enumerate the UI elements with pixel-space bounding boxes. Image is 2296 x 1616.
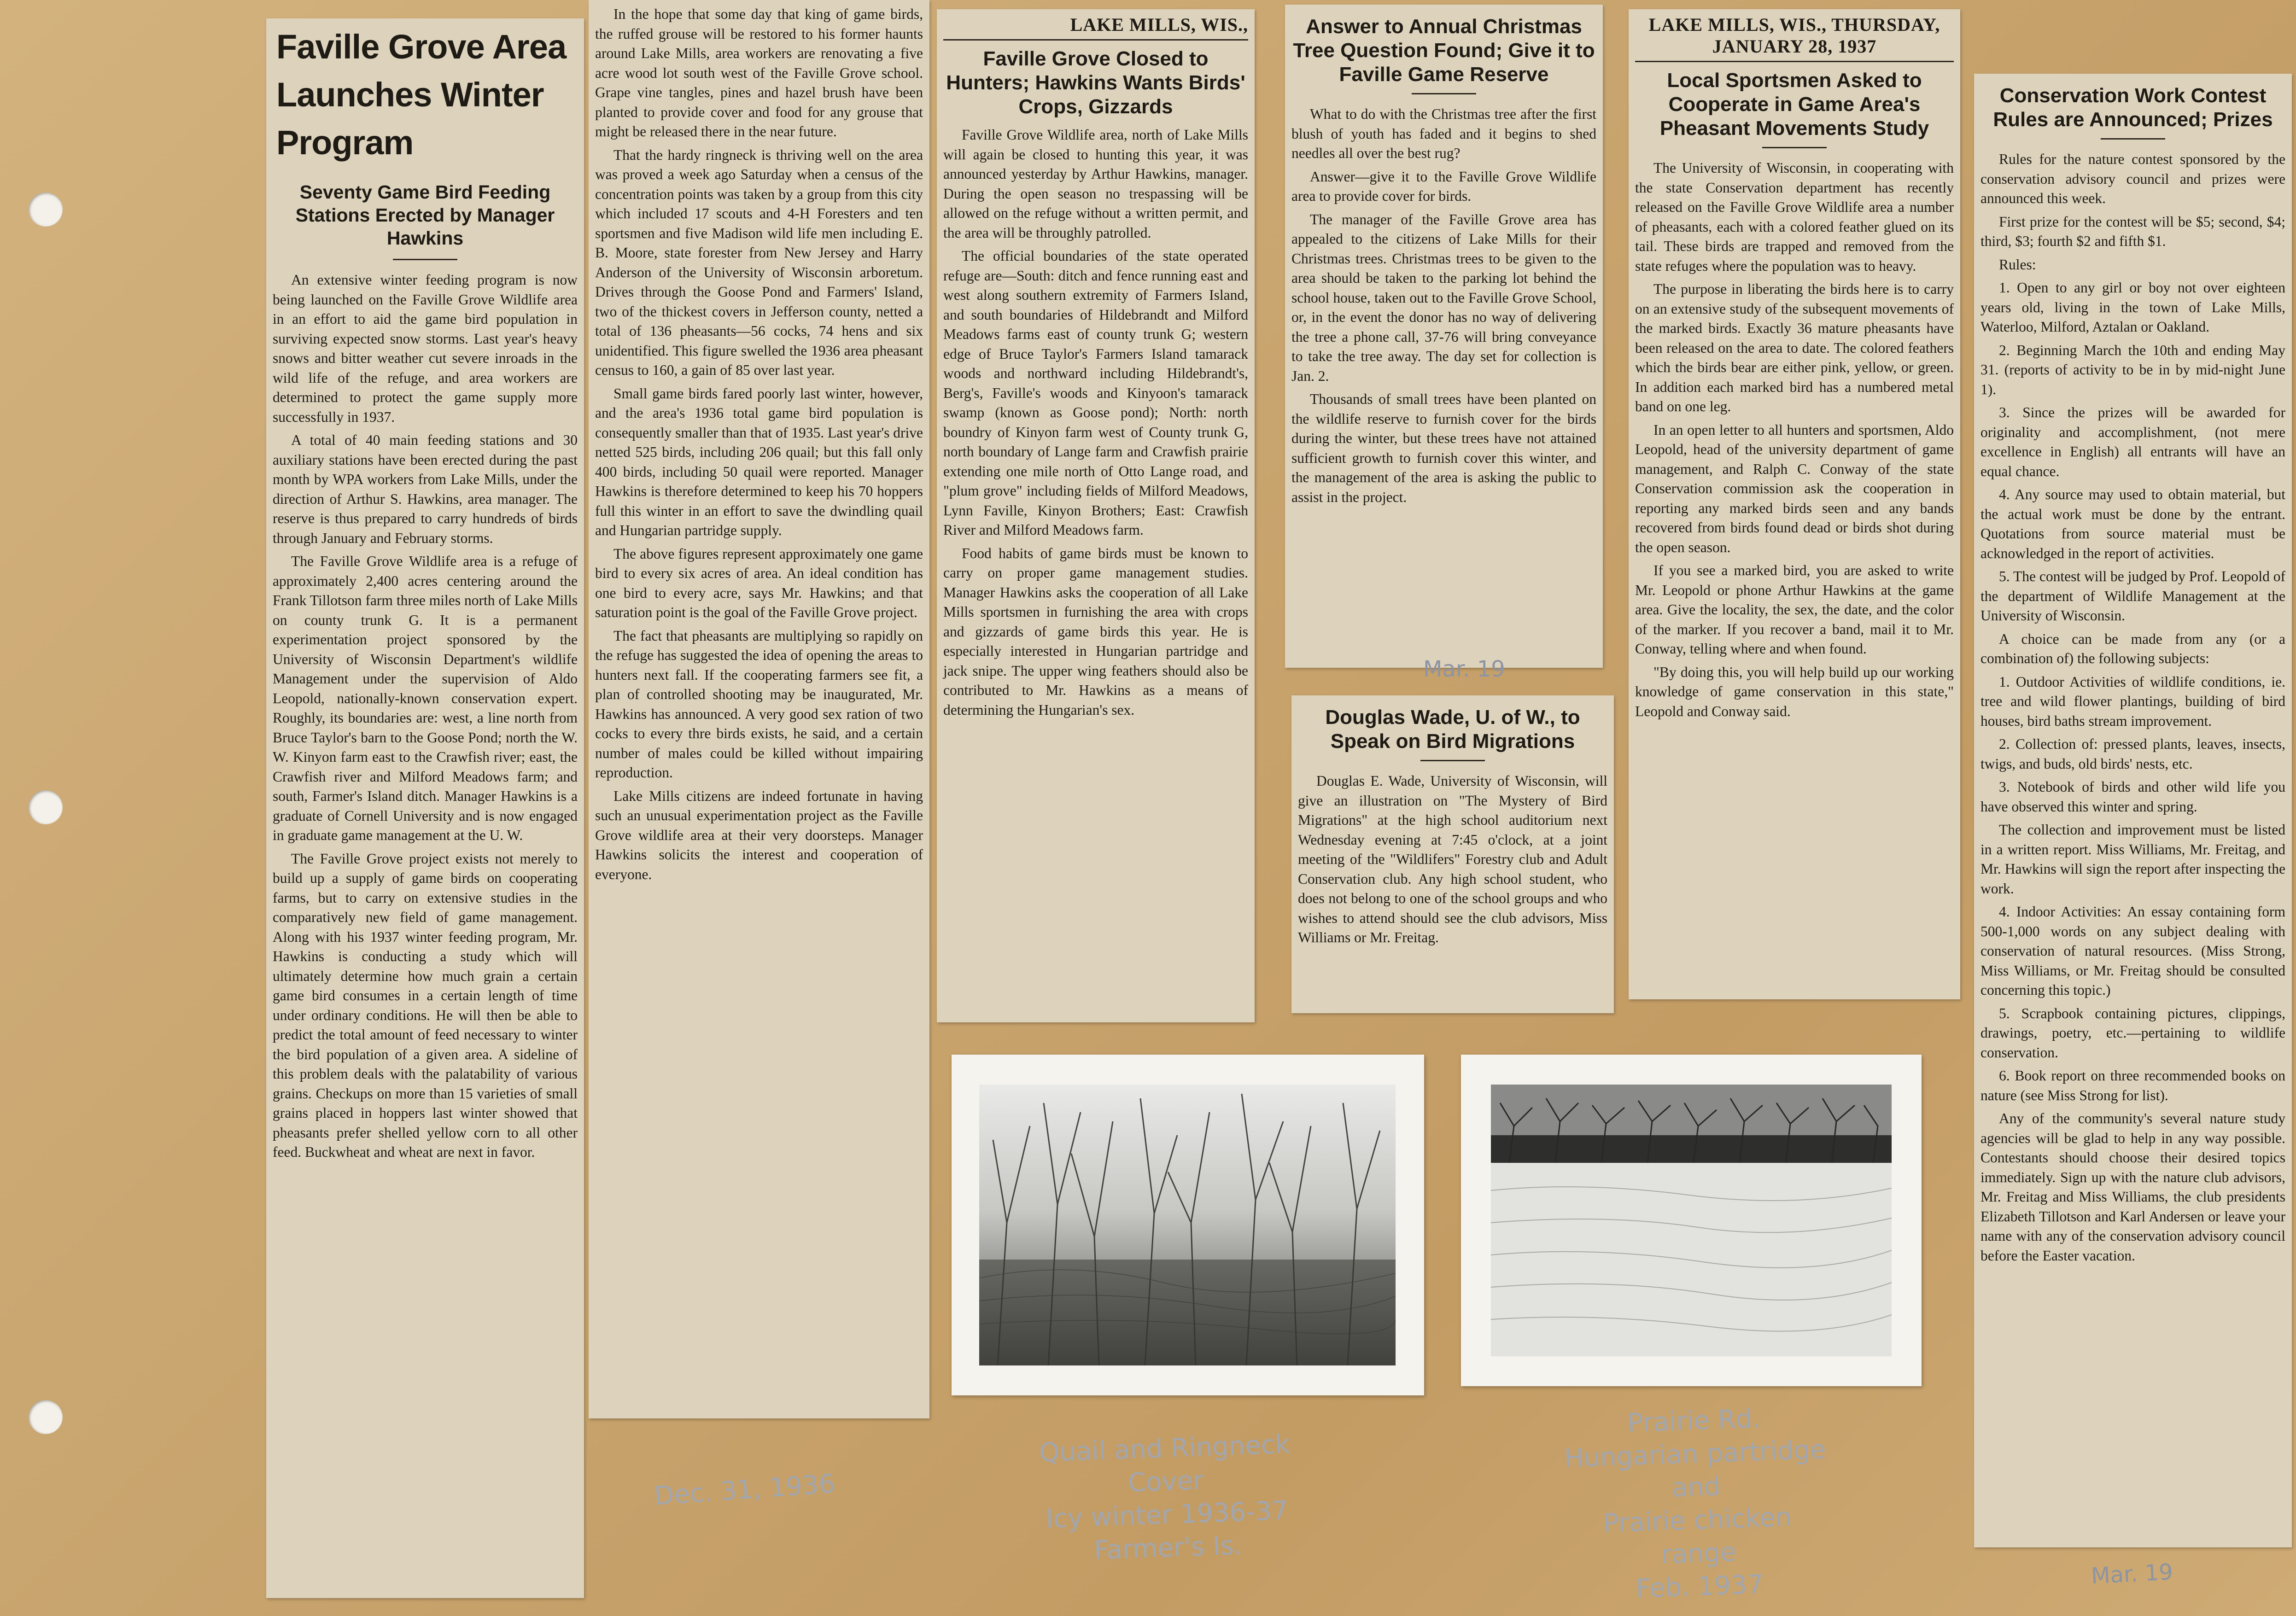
caption-line: and	[1671, 1471, 1721, 1503]
paragraph: "By doing this, you will help build up our working knowledge of game conservation in this state," Leopold and Conway said.	[1635, 664, 1954, 719]
paragraph: That the hardy ringneck is thriving well on the area was proved a week ago Saturday when a census of the concentration points was taken by a group from this city which included 17 scouts and 4-H Foresters and ten sportsmen and five Madison wild life men including E. B. Moore, state forester from New Jersey and Harry Anderson of the University of Wisconsin arboretum. Drives through the Goose Pond and Farmers' Island, two of the thickest covers in Jefferson county, netted a total of 136 pheasants—56 cocks, 74 hens and six unidentified. This figure swelled the 1936 area pheasant census to 160, a gain of 85 over last year.	[595, 146, 923, 378]
divider	[1762, 147, 1827, 148]
divider	[1420, 760, 1485, 761]
paragraph: The Faville Grove project exists not merely to build up a supply of game birds on cooperating farms, but to carry on extensive studies in the comparatively new field of game management. Along with his 1937 winter feeding program, Mr. Hawkins is conducting a study which will ultimately determine how much grain a certain game bird consumes in a certain length of time under ordinary conditions. He will then be able to predict the total amount of feed necessary to winter the bird population of a given area. A sideline of this problem deals with the palatability of various grains. Checkups on more than 15 varieties of small grains placed in hoppers last winter showed that pheasants prefer shelled yellow corn to all other feed. Buckwheat and wheat are next in favor.	[273, 850, 578, 1160]
photo-image	[1491, 1085, 1892, 1356]
photo1-caption	[1039, 1428, 1294, 1569]
caption-line: Feb. 1937	[1635, 1569, 1764, 1604]
caption-line: Cover	[1127, 1465, 1204, 1498]
photo2-caption	[1563, 1400, 1831, 1608]
paragraph: 3. Notebook of birds and other wild life you have observed this winter and spring.	[1981, 779, 2285, 815]
article-title: Douglas Wade, U. of W., to Speak on Bird Migrations	[1325, 706, 1580, 753]
photo-quail-cover	[952, 1055, 1424, 1395]
paragraph: Rules:	[1999, 256, 2036, 273]
paragraph: The University of Wisconsin, in cooperating with the state Conservation department has recently released on the Faville Grove Wildlife area a number of pheasants, each with a colored feather glued on its tail. These birds are trapped and removed from the state refuges where the population was to heavy.	[1635, 160, 1954, 274]
caption-line: Farmer's Is.	[1093, 1530, 1243, 1566]
paragraph: In an open letter to all hunters and sportsmen, Aldo Leopold, head of the university department of game management, and Ralph C. Conway of the state Conservation commission ask the cooperation in reporting any marked birds seen and any bands recovered from birds found dead or birds shot during the open season.	[1635, 421, 1954, 555]
handwritten-date: Dec. 31, 1936	[653, 1469, 836, 1511]
caption-line: Icy winter 1936-37	[1045, 1495, 1289, 1534]
clipping-closed-to-hunters	[937, 9, 1255, 1022]
clipping-bird-migrations	[1291, 695, 1614, 1013]
article-body	[1981, 150, 2285, 1266]
article-body	[1291, 105, 1596, 507]
divider	[1412, 93, 1476, 94]
paragraph: In the hope that some day that king of game birds, the ruffed grouse will be restored to his former haunts around Lake Mills, area workers are renovating a five acre wood lot south west of the Faville Grove school. Grape vine tangles, pines and hazel brush have been planted to provide cover and food for any grouse that might be released there in the near future.	[595, 6, 923, 140]
paragraph: 6. Book report on three recommended books on nature (see Miss Strong for list).	[1981, 1068, 2285, 1103]
article-title: Faville Grove Area Launches Winter Program	[276, 28, 567, 162]
article-body	[943, 125, 1248, 720]
binder-hole-bottom	[29, 1400, 63, 1434]
paragraph: 5. Scrapbook containing pictures, clippings, drawings, poetry, etc.—pertaining to wildlife conservation.	[1981, 1005, 2285, 1061]
clipping-christmas-tree	[1285, 5, 1603, 668]
caption-line: Hungarian partridge	[1564, 1435, 1827, 1474]
article-title: Local Sportsmen Asked to Cooperate in Game Area's Pheasant Movements Study	[1659, 69, 1929, 140]
article-body	[273, 270, 578, 1162]
paragraph: Faville Grove Wildlife area, north of Lake Mills will again be closed to hunting this year, it was announced yesterday by Arthur Hawkins, manager. During the open season no trespassing will be allowed on the refuge without a written permit, and the area will be throughly patrolled.	[943, 127, 1248, 241]
clipping-pheasant-study	[1629, 9, 1960, 999]
caption-line: range	[1660, 1537, 1737, 1570]
caption-line: Prairie Rd.	[1627, 1404, 1761, 1439]
date-stamp: Mar. 19	[1423, 656, 1505, 682]
paragraph: The manager of the Faville Grove area has appealed to the citizens of Lake Mills for their Christmas trees. Christmas trees to be given to the area should be taken to the parking lot behind the school house, taken out to the Faville Grove School, or, in the event the donor has no way of delivering the tree a phone call, 37-76 will bring conveyance to take the tree away. The day set for collection is Jan. 2.	[1291, 211, 1596, 384]
dateline: LAKE MILLS, WIS.,	[943, 14, 1248, 41]
paragraph: Answer—give it to the Faville Grove Wildlife area to provide cover for birds.	[1291, 168, 1596, 204]
photo-image	[979, 1085, 1396, 1365]
divider	[2101, 138, 2165, 140]
paragraph: Small game birds fared poorly last winter, however, and the area's 1936 total game bird population is consequently smaller than that of 1935. Last year's drive netted 525 birds, including 206 quail; but this fall only 400 birds, including 50 quail were reported. Manager Hawkins is therefore determined to keep his 70 hoppers full this winter in an effort to save the dwindling quail and Hungarian partridge supply.	[595, 385, 923, 538]
paragraph: 4. Indoor Activities: An essay containing form 500-1,000 words on any subject dealing with conservation of natural resources. (Miss Strong, Miss Williams, or Mr. Freitag should be consulted concerning this topic.)	[1981, 904, 2285, 998]
article-body-continued	[595, 5, 923, 884]
paragraph: 5. The contest will be judged by Prof. Leopold of the department of Wildlife Management at the University of Wisconsin.	[1981, 568, 2285, 624]
paragraph: The collection and improvement must be listed in a written report. Miss Williams, Mr. Freitag, and Mr. Hawkins will sign the report after inspecting the work.	[1981, 822, 2285, 897]
snowy-field-image	[1491, 1085, 1892, 1356]
article-subtitle: Seventy Game Bird Feeding Stations Erected by Manager Hawkins	[295, 181, 555, 249]
paragraph: 2. Collection of: pressed plants, leaves, insects, twigs, and buds, old birds' nests, etc.	[1981, 736, 2285, 772]
paragraph: Thousands of small trees have been planted on the wildlife reserve to furnish cover for the birds during the winter, but these trees have not attained sufficient growth to furnish cover this winter, and the management of the area is asking the public to assist in the project.	[1291, 391, 1596, 505]
paragraph: 1. Open to any girl or boy not over eighteen years old, living in the town of Lake Mills, Waterloo, Milford, Aztalan or Oakland.	[1981, 280, 2285, 335]
article-title: Conservation Work Contest Rules are Announced; Prizes	[1993, 84, 2273, 131]
caption-line: Prairie chicken	[1602, 1502, 1793, 1539]
paragraph: 3. Since the prizes will be awarded for originality and accomplishment, (not mere excellence in English) all entrants will have an equal chance.	[1981, 404, 2285, 479]
article-title: Faville Grove Closed to Hunters; Hawkins Wants Birds' Crops, Gizzards	[946, 47, 1245, 118]
article-body	[1635, 158, 1954, 721]
binder-hole-middle	[29, 790, 63, 824]
brush-thicket-image	[979, 1085, 1396, 1365]
paragraph: Lake Mills citizens are indeed fortunate in having such an unusual experimentation project as the Faville Grove wildlife area at their very doorsteps. Manager Hawkins solicits the interest and cooperation of everyone.	[595, 788, 923, 882]
paragraph: The Faville Grove Wildlife area is a refuge of approximately 2,400 acres centering around the Frank Tillotson farm three miles north of Lake Mills on county trunk G. It is a permanent experimentation project sponsored by the University of Wisconsin Department's wildlife Management under the supervision of Aldo Leopold, nationally-known conservation expert. Roughly, its boundaries are: west, a line north from Bruce Taylor's barn to the Goose Pond; north the W. W. Kinyon farm east to the Crawfish river; east, the Crawfish river and Milford Meadows farm; and south, Farmer's Island ditch. Manager Hawkins is a graduate of Cornell University and is now engaged in graduate game management at the U. W.	[273, 553, 578, 843]
paragraph: If you see a marked bird, you are asked to write Mr. Leopold or phone Arthur Hawkins at the game area. Give the locality, the sex, the date, and the color of the marker. If you recover a band, mail it to Mr. Conway, telling where and when found.	[1635, 562, 1954, 657]
binder-hole-top	[29, 193, 63, 227]
paragraph: The official boundaries of the state operated refuge are—South: ditch and fence running east and west along southern extremity of Farmers Island, and south boundaries of Hildebrandt and Milford Meadows farms east of county trunk G; western edge of Bruce Taylor's Farmers Island tamarack woods and northward including Hildebrandt's, Berg's, Faville's woods and Kinyoon's tamarack swamp (known as Goose pond); North: north boundry of Kinyon farm west of County trunk G, north boundary of Lange farm and Crawfish prairie extending one mile north of Otto Lange road, and "plum grove" including fields of Milford Meadows, Lynn Faville, Kinyon Brothers; East: Crawfish River and Milford Meadows farm.	[943, 248, 1248, 538]
paragraph: Rules for the nature contest sponsored by the conservation advisory council and prizes were announced this week.	[1981, 151, 2285, 206]
dateline: LAKE MILLS, WIS., THURSDAY, JANUARY 28, 1937	[1635, 14, 1954, 62]
paragraph: The purpose in liberating the birds here is to carry on an extensive study of the subsequent movements of the marked birds. Exactly 36 mature pheasants have been released on the area to date. The colored feathers which the birds bear are either pink, yellow, or green. In addition each marked bird has a numbered metal band on one leg.	[1635, 281, 1954, 414]
paragraph: 4. Any source may used to obtain material, but the actual work must be done by the entrant. Quotations from source material must be acknowledged in the report of activities.	[1981, 486, 2285, 561]
paragraph: A total of 40 main feeding stations and 30 auxiliary stations have been erected during the past month by WPA workers from Lake Mills, under the direction of Arthur S. Hawkins, area manager. The reserve is thus prepared to carry hundreds of birds through January and February storms.	[273, 432, 578, 546]
paragraph: First prize for the contest will be $5; second, $4; third, $3; fourth $2 and fifth $1.	[1981, 213, 2285, 249]
paragraph: The fact that pheasants are multiplying so rapidly on the refuge has suggested the idea of opening the areas to hunters next fall. If the cooperating farmers see fit, a plan of controlled shooting may be inaugurated, Mr. Hawkins has announced. A very good sex ration of two cocks to every thre birds exists, he said, and a certain number of males could be killed without impairing reproduction.	[595, 627, 923, 781]
paragraph: 1. Outdoor Activities of wildlife conditions, ie. tree and wild flower plantings, building of bird houses, bird baths stream improvement.	[1981, 673, 2285, 729]
clipping-winter-program-col2	[589, 0, 929, 1418]
paragraph: What to do with the Christmas tree after the first blush of youth has faded and it begins to shed needles all over the best rug?	[1291, 106, 1596, 161]
divider	[393, 259, 457, 260]
paragraph: A choice can be made from any (or a combination of) the following subjects:	[1981, 630, 2285, 666]
article-body	[1298, 771, 1607, 948]
paragraph: 2. Beginning March the 10th and ending May 31. (reports of activity to be in by mid-night June 1).	[1981, 342, 2285, 397]
photo-prairie-range	[1461, 1055, 1922, 1386]
paragraph: An extensive winter feeding program is now being launched on the Faville Grove Wildlife area in an effort to aid the game bird population in surviving expected snow storms. Last year's heavy snows and bitter weather cut severe inroads in the wild life of the refuge, and area workers are determined to protect the game supply more successfully in 1937.	[273, 272, 578, 425]
paragraph: Any of the community's several nature study agencies will be glad to help in any way possible. Contestants should choose their desired topics immediately. Sign up with the nature club advisors, Mr. Freitag and Miss Williams, the club presidents Elizabeth Tillotson and Karl Andersen or leave your name with any of the conservation advisory council before the Easter vacation.	[1981, 1110, 2285, 1264]
caption-line: Quail and Ringneck	[1039, 1429, 1291, 1468]
date-stamp: Mar. 19	[2090, 1559, 2174, 1589]
clipping-winter-program-col1	[266, 18, 584, 1598]
clipping-contest-rules	[1974, 74, 2292, 1547]
paragraph: Food habits of game birds must be known to carry on proper game management studies. Manager Hawkins asks the cooperation of all Lake Mills sportsmen in furnishing the area with crops and gizzards of game birds this year. He is especially interested in Hungarian partridge and jack snipe. The upper wing feathers should also be contributed to Mr. Hawkins as a means of determining the Hungarian's sex.	[943, 545, 1248, 718]
article-title: Answer to Annual Christmas Tree Question Found; Give it to Faville Game Reserve	[1293, 15, 1595, 86]
paragraph: Douglas E. Wade, University of Wisconsin, will give an illustration on "The Mystery of Bird Migrations" at the high school auditorium next Wednesday evening at 7:45 o'clock, at a joint meeting of the "Wildlifers" Forestry club and Adult Conservation club. Any high school student, who does not belong to one of the school groups and who wishes to attend should see the club advisors, Miss Williams or Mr. Freitag.	[1298, 773, 1607, 945]
paragraph: The above figures represent approximately one game bird to every six acres of area. An ideal condition has one bird to every acre, says Mr. Hawkins; and that saturation point is the goal of the Faville Grove project.	[595, 545, 923, 620]
